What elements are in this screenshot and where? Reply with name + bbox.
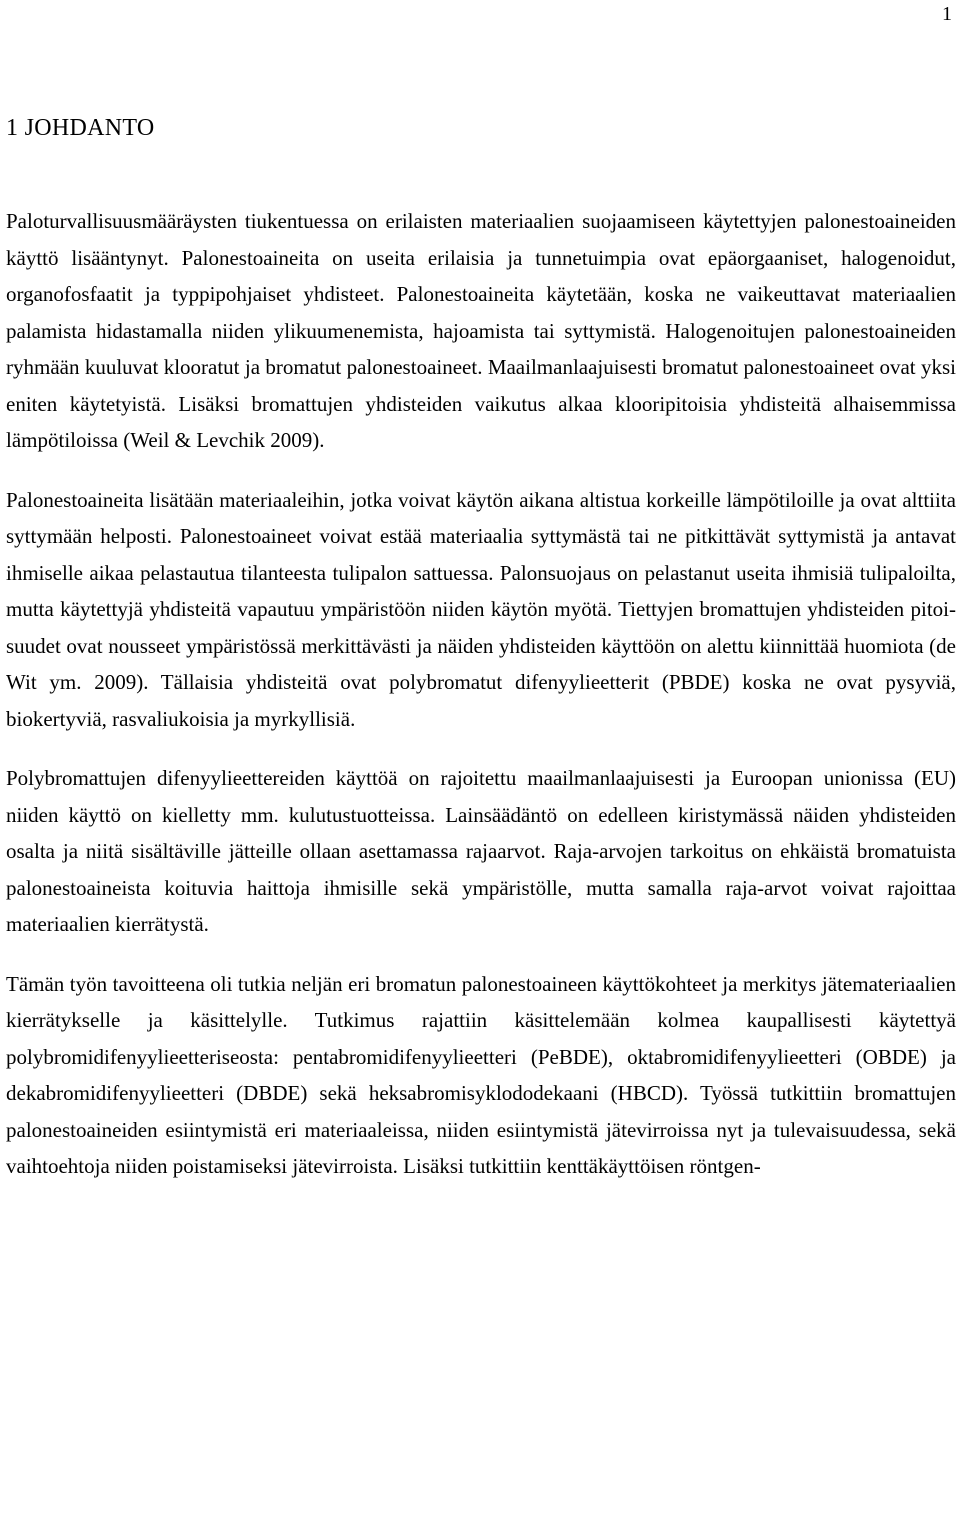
paragraph-2: Palonestoaineita lisätään materiaaleihin, jotka voivat käytön aikana altistua korkeille lämpötiloille ja ovat alttiita syttymään helposti. Palonestoaineet voivat estää materiaalia syttymästä tai ne pitkittävät syttymistä ja antavat ihmiselle aikaa pelastautua tilanteesta tulipalon sattuessa. Palonsuojaus on pelastanut useita ihmisiä tulipaloilta, mutta käytettyjä yhdisteitä vapautuu ympäristöön niiden käytön myötä. Tiettyjen bromattujen yhdisteiden pitoisuudet ovat nousseet ympäristössä merkittävästi ja näiden yhdisteiden käyttöön on alettu kiinnittää huomiota (de Wit ym. 2009). Tällaisia yhdisteitä ovat polybromatut difenyylieetterit (PBDE) koska ne ovat pysyviä, biokertyviä, rasvaliukoisia ja myrkyllisiä. xyxy=(6,487,956,731)
paragraph-3: Polybromattujen difenyylieettereiden käyttöä on rajoitettu maailmanlaajuisesti ja Euroopan unionissa (EU) niiden käyttö on kielletty mm. kulutustuotteissa. Lainsäädäntö on edelleen kiristymässä näiden yhdisteiden osalta ja niitä sisältäville jätteille ollaan asettamassa rajaarvot. Raja-arvojen tarkoitus on ehkäistä bromatuista palonestoaineista koituvia haittoja ihmisille sekä ympäristölle, mutta samalla raja-arvot voivat rajoittaa materiaalien kierrätystä. xyxy=(6,766,956,936)
paragraph-1: Paloturvallisuusmääräysten tiukentuessa on erilaisten materiaalien suojaamiseen käytettyjen palonestoaineiden käyttö lisääntynyt. Palonestoaineita on useita erilaisia ja tunnetuimpia ovat epäorgaaniset, halogenoidut, organofosfaatit ja typpipohjaiset yhdisteet. Palonestoaineita käytetään, koska ne vaikeuttavat materiaalien palamista hidastamalla niiden ylikuumenemista, hajoamista tai syttymistä. Halogenoitujen palonestoaineiden ryhmään kuuluvat klooratut ja bromatut palonestoaineet. Maailmanlaajuisesti bromatut palonestoaineet ovat yksi eniten käytetyistä. Lisäksi bromattujen yhdisteiden vaikutus alkaa klooripitoisia yhdisteitä alhaisemmissa lämpötiloissa (Weil & Levchik 2009). xyxy=(6,209,956,452)
body-text xyxy=(6,203,956,1185)
section-heading: 1 JOHDANTO xyxy=(6,115,155,141)
page-number: 1 xyxy=(942,3,952,25)
paragraph-4: Tämän työn tavoitteena oli tutkia neljän eri bromatun palonestoaineen käyttökohteet ja merkitys jätemateriaalien kierrätykselle ja käsittelylle. Tutkimus rajattiin käsittelemään kolmea kaupallisesti käytettyä polybromidifenyylieetteriseosta: pentabromidifenyylieetteri (PeBDE), oktabromidifenyylieetteri (OBDE) ja dekabromidifenyylieetteri (DBDE) sekä heksabromisyklododekaani (HBCD). Työssä tutkittiin bromattujen palonestoaineiden esiintymistä eri materiaaleissa, niiden esiintymistä jätevirroissa nyt ja tulevaisuudessa, sekä vaihtoehtoja niiden poistamiseksi jätevirroista. Lisäksi tutkittiin kenttäkäyttöisen röntgen- xyxy=(6,971,956,1178)
